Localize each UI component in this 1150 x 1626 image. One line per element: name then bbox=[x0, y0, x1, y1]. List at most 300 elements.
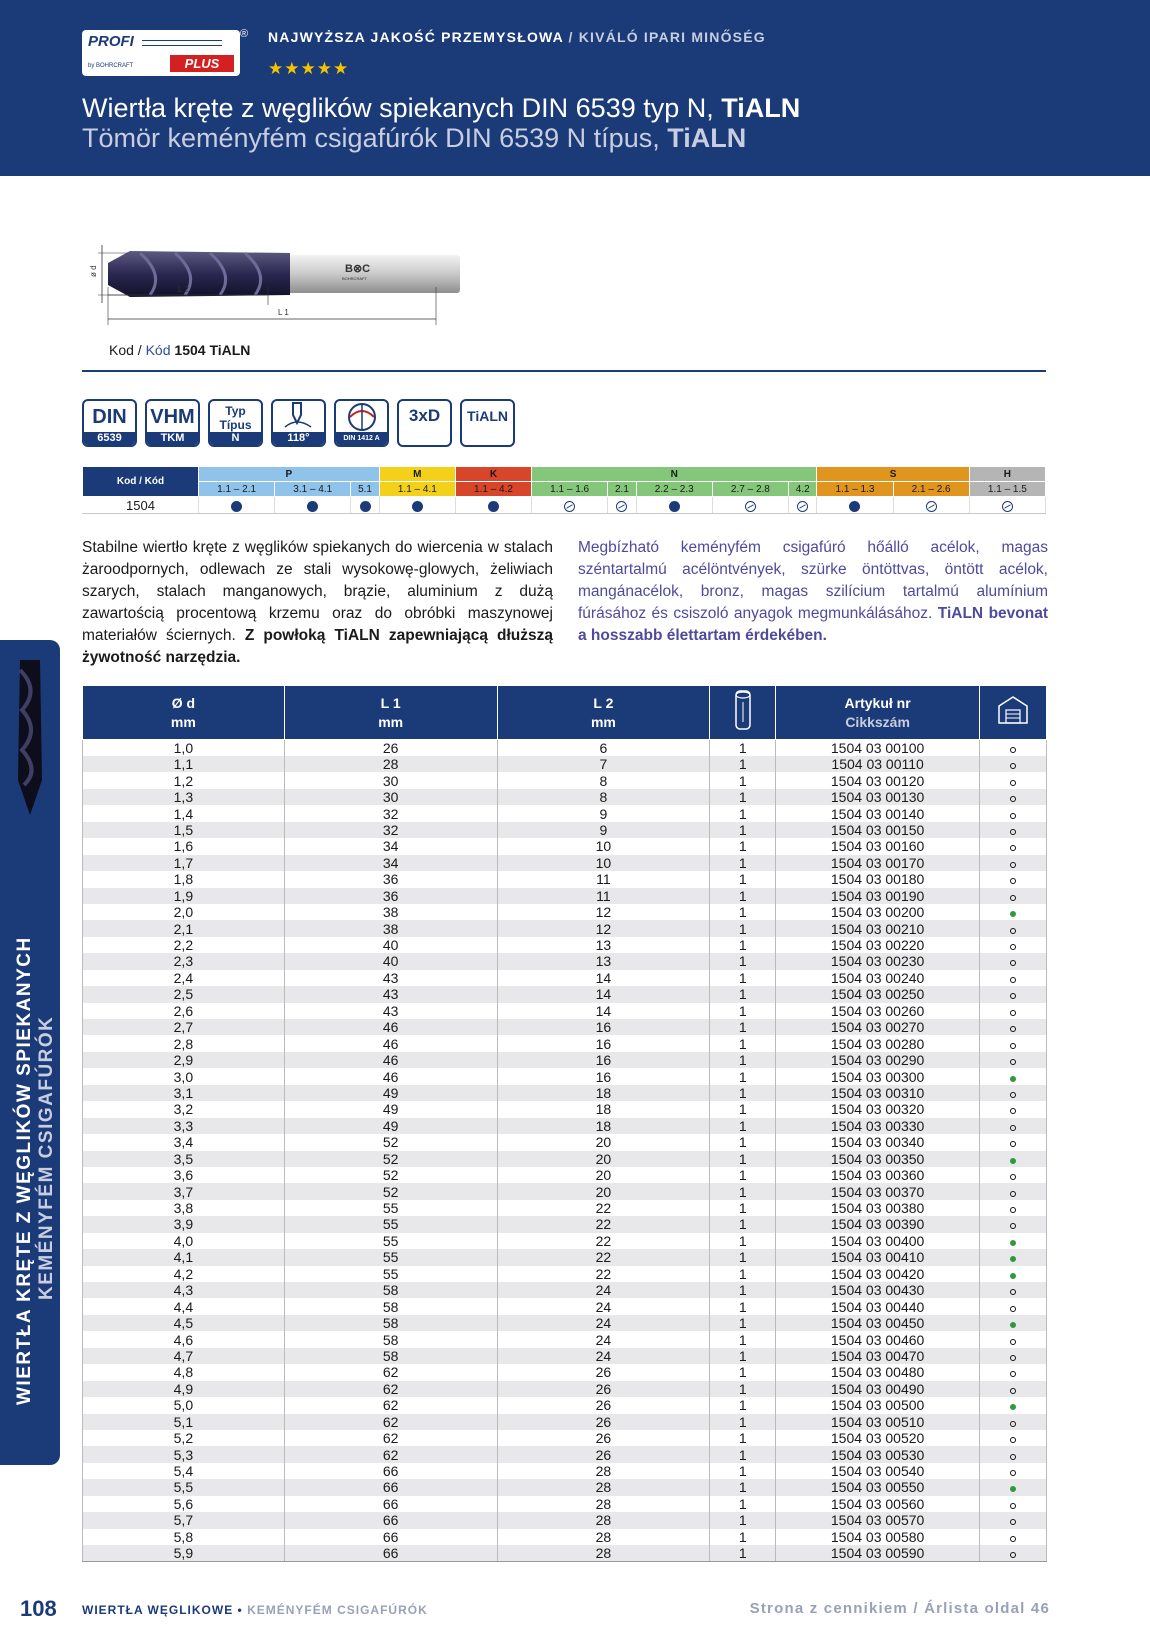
l1-cell: 62 bbox=[284, 1364, 497, 1380]
range-cell: 1.1 – 1.5 bbox=[969, 482, 1045, 497]
on-order-circle-icon bbox=[1010, 1371, 1016, 1377]
diameter-cell: 2,7 bbox=[83, 1019, 285, 1035]
diameter-cell: 4,2 bbox=[83, 1266, 285, 1282]
pack-qty-cell: 1 bbox=[710, 1479, 776, 1495]
table-row bbox=[83, 937, 1047, 953]
article-number-cell: 1504 03 00340 bbox=[776, 1134, 980, 1150]
stock-status-cell bbox=[980, 838, 1047, 854]
stock-status-cell bbox=[980, 986, 1047, 1002]
l2-cell: 22 bbox=[497, 1200, 710, 1216]
stock-status-cell bbox=[980, 904, 1047, 920]
pack-qty-cell: 1 bbox=[710, 986, 776, 1002]
diameter-cell: 5,5 bbox=[83, 1479, 285, 1495]
full-suitability-icon bbox=[669, 501, 680, 512]
suitability-cell bbox=[788, 497, 816, 514]
diameter-cell: 2,0 bbox=[83, 904, 285, 920]
table-row bbox=[83, 1512, 1047, 1528]
table-row bbox=[83, 1068, 1047, 1084]
diameter-cell: 1,2 bbox=[83, 772, 285, 788]
l2-label: L 2 bbox=[178, 285, 189, 294]
l1-cell: 46 bbox=[284, 1019, 497, 1035]
range-cell: 2.2 – 2.3 bbox=[636, 482, 712, 497]
pack-qty-cell: 1 bbox=[710, 888, 776, 904]
pack-qty-cell: 1 bbox=[710, 1414, 776, 1430]
full-suitability-icon bbox=[488, 501, 499, 512]
article-number-cell: 1504 03 00110 bbox=[776, 756, 980, 772]
pack-qty-cell: 1 bbox=[710, 1348, 776, 1364]
l2-cell: 26 bbox=[497, 1446, 710, 1462]
partial-suitability-icon bbox=[1002, 501, 1013, 512]
warehouse-icon bbox=[996, 694, 1030, 726]
table-row bbox=[83, 740, 1047, 757]
diameter-cell: 4,7 bbox=[83, 1348, 285, 1364]
l2-cell: 16 bbox=[497, 1068, 710, 1084]
pack-qty-cell: 1 bbox=[710, 1364, 776, 1380]
pack-qty-cell: 1 bbox=[710, 1282, 776, 1298]
pack-qty-cell: 1 bbox=[710, 1101, 776, 1117]
range-cell: 1.1 – 1.6 bbox=[532, 482, 608, 497]
suitability-cell bbox=[379, 497, 455, 514]
diameter-label: ø d bbox=[89, 265, 98, 277]
diameter-cell: 2,1 bbox=[83, 920, 285, 936]
l2-cell: 26 bbox=[497, 1414, 710, 1430]
l2-cell: 26 bbox=[497, 1397, 710, 1413]
table-row bbox=[83, 1019, 1047, 1035]
l2-cell: 22 bbox=[497, 1233, 710, 1249]
l1-cell: 66 bbox=[284, 1545, 497, 1562]
pack-qty-cell: 1 bbox=[710, 789, 776, 805]
stock-status-cell bbox=[980, 1019, 1047, 1035]
stock-status-cell bbox=[980, 937, 1047, 953]
table-row bbox=[83, 1003, 1047, 1019]
diameter-cell: 5,1 bbox=[83, 1414, 285, 1430]
on-order-circle-icon bbox=[1010, 796, 1016, 802]
l2-cell: 8 bbox=[497, 772, 710, 788]
pack-qty-cell: 1 bbox=[710, 904, 776, 920]
table-row bbox=[83, 1151, 1047, 1167]
page-title-hu: Tömör keményfém csigafúrók DIN 6539 N típus, TiALN bbox=[82, 123, 747, 153]
on-order-circle-icon bbox=[1010, 1536, 1016, 1542]
col-diameter: Ø d mm bbox=[83, 686, 285, 740]
drill-technical-drawing bbox=[80, 215, 500, 335]
table-row bbox=[83, 1216, 1047, 1232]
range-cell: 4.2 bbox=[788, 482, 816, 497]
range-cell: 5.1 bbox=[351, 482, 379, 497]
diameter-cell: 4,8 bbox=[83, 1364, 285, 1380]
table-row bbox=[83, 1118, 1047, 1134]
pack-qty-cell: 1 bbox=[710, 1249, 776, 1265]
article-number-cell: 1504 03 00280 bbox=[776, 1035, 980, 1051]
stock-status-cell bbox=[980, 1348, 1047, 1364]
l2-cell: 14 bbox=[497, 1003, 710, 1019]
l2-cell: 12 bbox=[497, 904, 710, 920]
on-order-circle-icon bbox=[1010, 1470, 1016, 1476]
l1-cell: 40 bbox=[284, 953, 497, 969]
suitability-cell bbox=[712, 497, 788, 514]
diameter-cell: 1,1 bbox=[83, 756, 285, 772]
article-number-cell: 1504 03 00250 bbox=[776, 986, 980, 1002]
full-suitability-icon bbox=[412, 501, 423, 512]
pack-qty-cell: 1 bbox=[710, 1167, 776, 1183]
stock-status-cell bbox=[980, 740, 1047, 757]
stock-status-cell bbox=[980, 1430, 1047, 1446]
col-pack bbox=[710, 686, 776, 740]
table-row bbox=[83, 871, 1047, 887]
stock-status-cell bbox=[980, 1315, 1047, 1331]
group-h: H bbox=[969, 467, 1045, 482]
group-s: S bbox=[817, 467, 969, 482]
diameter-cell: 5,2 bbox=[83, 1430, 285, 1446]
stock-status-cell bbox=[980, 1085, 1047, 1101]
suitability-cell bbox=[199, 497, 275, 514]
article-number-cell: 1504 03 00430 bbox=[776, 1282, 980, 1298]
diameter-cell: 3,3 bbox=[83, 1118, 285, 1134]
l1-cell: 30 bbox=[284, 789, 497, 805]
table-row bbox=[83, 1496, 1047, 1512]
in-stock-dot-icon bbox=[1010, 1158, 1016, 1164]
in-stock-dot-icon bbox=[1010, 1404, 1016, 1410]
stock-status-cell bbox=[980, 855, 1047, 871]
stock-status-cell bbox=[980, 1266, 1047, 1282]
l1-cell: 62 bbox=[284, 1430, 497, 1446]
on-order-circle-icon bbox=[1010, 1059, 1016, 1065]
table-row bbox=[83, 1414, 1047, 1430]
l1-cell: 32 bbox=[284, 822, 497, 838]
l1-cell: 55 bbox=[284, 1266, 497, 1282]
stock-status-cell bbox=[980, 1151, 1047, 1167]
partial-suitability-icon bbox=[745, 501, 756, 512]
stock-status-cell bbox=[980, 1414, 1047, 1430]
l2-cell: 10 bbox=[497, 838, 710, 854]
diameter-cell: 4,0 bbox=[83, 1233, 285, 1249]
pack-qty-cell: 1 bbox=[710, 1003, 776, 1019]
l1-cell: 58 bbox=[284, 1348, 497, 1364]
din1412-badge: DIN 1412 A bbox=[334, 399, 389, 447]
pack-qty-cell: 1 bbox=[710, 855, 776, 871]
stock-status-cell bbox=[980, 789, 1047, 805]
diameter-cell: 1,5 bbox=[83, 822, 285, 838]
on-order-circle-icon bbox=[1010, 813, 1016, 819]
pack-qty-cell: 1 bbox=[710, 1315, 776, 1331]
article-number-cell: 1504 03 00260 bbox=[776, 1003, 980, 1019]
article-number-cell: 1504 03 00130 bbox=[776, 789, 980, 805]
l1-cell: 36 bbox=[284, 871, 497, 887]
l2-cell: 28 bbox=[497, 1529, 710, 1545]
article-number-cell: 1504 03 00150 bbox=[776, 822, 980, 838]
pack-qty-cell: 1 bbox=[710, 1512, 776, 1528]
pack-qty-cell: 1 bbox=[710, 953, 776, 969]
row-code: 1504 bbox=[83, 497, 199, 514]
tialn-coating-badge: TiALN bbox=[460, 399, 515, 447]
col-l1: L 1 mm bbox=[284, 686, 497, 740]
on-order-circle-icon bbox=[1010, 1454, 1016, 1460]
l2-cell: 20 bbox=[497, 1134, 710, 1150]
l2-cell: 18 bbox=[497, 1085, 710, 1101]
l2-cell: 6 bbox=[497, 740, 710, 757]
drill-cross-section-icon bbox=[336, 401, 387, 434]
stock-status-cell bbox=[980, 1397, 1047, 1413]
l2-cell: 7 bbox=[497, 756, 710, 772]
stock-status-cell bbox=[980, 1118, 1047, 1134]
diameter-cell: 1,0 bbox=[83, 740, 285, 757]
range-cell: 1.1 – 2.1 bbox=[199, 482, 275, 497]
table-row bbox=[83, 986, 1047, 1002]
full-suitability-icon bbox=[231, 501, 242, 512]
l1-cell: 49 bbox=[284, 1101, 497, 1117]
stock-status-cell bbox=[980, 1003, 1047, 1019]
l1-cell: 46 bbox=[284, 1052, 497, 1068]
material-suitability-table bbox=[82, 466, 1046, 514]
pack-qty-cell: 1 bbox=[710, 1496, 776, 1512]
pack-qty-cell: 1 bbox=[710, 1446, 776, 1462]
stock-status-cell bbox=[980, 805, 1047, 821]
l2-cell: 24 bbox=[497, 1298, 710, 1314]
l2-cell: 22 bbox=[497, 1266, 710, 1282]
range-cell: 2.7 – 2.8 bbox=[712, 482, 788, 497]
article-number-cell: 1504 03 00140 bbox=[776, 805, 980, 821]
rating-stars: ★★★★★ bbox=[268, 59, 350, 78]
pack-qty-cell: 1 bbox=[710, 756, 776, 772]
range-cell: 1.1 – 4.1 bbox=[379, 482, 455, 497]
range-cell: 1.1 – 1.3 bbox=[817, 482, 893, 497]
l2-cell: 14 bbox=[497, 986, 710, 1002]
l2-cell: 24 bbox=[497, 1348, 710, 1364]
in-stock-dot-icon bbox=[1010, 1076, 1016, 1082]
article-number-cell: 1504 03 00470 bbox=[776, 1348, 980, 1364]
stock-status-cell bbox=[980, 1545, 1047, 1562]
pack-qty-cell: 1 bbox=[710, 1085, 776, 1101]
range-cell: 1.1 – 4.2 bbox=[455, 482, 531, 497]
on-order-circle-icon bbox=[1010, 960, 1016, 966]
full-suitability-icon bbox=[849, 501, 860, 512]
stock-status-cell bbox=[980, 920, 1047, 936]
pack-qty-cell: 1 bbox=[710, 970, 776, 986]
stock-status-cell bbox=[980, 1134, 1047, 1150]
on-order-circle-icon bbox=[1010, 895, 1016, 901]
in-stock-dot-icon bbox=[1010, 911, 1016, 917]
table-row bbox=[83, 1545, 1047, 1562]
l1-cell: 58 bbox=[284, 1331, 497, 1347]
quality-tagline bbox=[268, 29, 766, 45]
stock-status-cell bbox=[980, 871, 1047, 887]
l1-cell: 58 bbox=[284, 1282, 497, 1298]
pack-qty-cell: 1 bbox=[710, 1134, 776, 1150]
range-cell: 2.1 – 2.6 bbox=[893, 482, 969, 497]
l1-cell: 43 bbox=[284, 970, 497, 986]
suitability-cell bbox=[455, 497, 531, 514]
pack-qty-cell: 1 bbox=[710, 822, 776, 838]
stock-status-cell bbox=[980, 1233, 1047, 1249]
group-m: M bbox=[379, 467, 455, 482]
l1-cell: 40 bbox=[284, 937, 497, 953]
table-row bbox=[83, 1167, 1047, 1183]
stock-status-cell bbox=[980, 1463, 1047, 1479]
table-row bbox=[83, 1134, 1047, 1150]
article-number-cell: 1504 03 00160 bbox=[776, 838, 980, 854]
diameter-cell: 3,7 bbox=[83, 1183, 285, 1199]
kod-header: Kod / Kód bbox=[83, 467, 199, 497]
on-order-circle-icon bbox=[1010, 1306, 1016, 1312]
table-row bbox=[83, 1233, 1047, 1249]
stock-status-cell bbox=[980, 1512, 1047, 1528]
description-pl: Stabilne wiertło kręte z węglików spiekanych do wiercenia w stalach żaroodpornych, odlewach ze stali wysokowę-glowych, żeliwiach szarych, stalach manganowych, brązie, aluminium z dużą zawartością procentową krzemu oraz do obróbki maszynowej materiałów ściernych. Z powłoką TiALN zapewniającą dłuższą żywotność narzędzia. bbox=[82, 539, 553, 666]
diameter-cell: 3,9 bbox=[83, 1216, 285, 1232]
on-order-circle-icon bbox=[1010, 1339, 1016, 1345]
on-order-circle-icon bbox=[1010, 1125, 1016, 1131]
tagline-separator: / bbox=[563, 29, 579, 45]
stock-status-cell bbox=[980, 1381, 1047, 1397]
pack-qty-cell: 1 bbox=[710, 871, 776, 887]
table-row bbox=[83, 1315, 1047, 1331]
article-number-cell: 1504 03 00510 bbox=[776, 1414, 980, 1430]
on-order-circle-icon bbox=[1010, 1421, 1016, 1427]
in-stock-dot-icon bbox=[1010, 1322, 1016, 1328]
diameter-cell: 4,3 bbox=[83, 1282, 285, 1298]
l1-cell: 58 bbox=[284, 1298, 497, 1314]
stock-status-cell bbox=[980, 1364, 1047, 1380]
pack-qty-cell: 1 bbox=[710, 1183, 776, 1199]
col-l2: L 2 mm bbox=[497, 686, 710, 740]
on-order-circle-icon bbox=[1010, 1437, 1016, 1443]
table-row bbox=[83, 1348, 1047, 1364]
page-title-pl: Wiertła kręte z węglików spiekanych DIN 6539 typ N, TiALN bbox=[82, 93, 801, 123]
article-number-cell: 1504 03 00300 bbox=[776, 1068, 980, 1084]
stock-status-cell bbox=[980, 1052, 1047, 1068]
table-row bbox=[83, 822, 1047, 838]
l1-cell: 62 bbox=[284, 1381, 497, 1397]
diameter-cell: 5,8 bbox=[83, 1529, 285, 1545]
table-row bbox=[83, 838, 1047, 854]
drill-flute bbox=[108, 251, 290, 297]
l1-label: L 1 bbox=[278, 308, 289, 317]
article-number-cell: 1504 03 00580 bbox=[776, 1529, 980, 1545]
stock-status-cell bbox=[980, 1068, 1047, 1084]
on-order-circle-icon bbox=[1010, 1043, 1016, 1049]
l1-cell: 30 bbox=[284, 772, 497, 788]
stock-status-cell bbox=[980, 1101, 1047, 1117]
on-order-circle-icon bbox=[1010, 1207, 1016, 1213]
article-number-cell: 1504 03 00400 bbox=[776, 1233, 980, 1249]
l2-cell: 28 bbox=[497, 1463, 710, 1479]
l2-cell: 28 bbox=[497, 1545, 710, 1562]
profi-plus-logo bbox=[82, 30, 240, 76]
table-row bbox=[83, 1463, 1047, 1479]
diameter-cell: 2,3 bbox=[83, 953, 285, 969]
l2-cell: 20 bbox=[497, 1183, 710, 1199]
stock-status-cell bbox=[980, 1200, 1047, 1216]
l1-cell: 55 bbox=[284, 1249, 497, 1265]
l1-cell: 62 bbox=[284, 1397, 497, 1413]
stock-status-cell bbox=[980, 1249, 1047, 1265]
on-order-circle-icon bbox=[1010, 993, 1016, 999]
logo-by-text: by BOHRCRAFT bbox=[88, 63, 134, 69]
diameter-cell: 2,4 bbox=[83, 970, 285, 986]
article-number-cell: 1504 03 00590 bbox=[776, 1545, 980, 1562]
page-footer bbox=[20, 1596, 1050, 1621]
pack-qty-cell: 1 bbox=[710, 1035, 776, 1051]
article-number-cell: 1504 03 00320 bbox=[776, 1101, 980, 1117]
article-number-cell: 1504 03 00210 bbox=[776, 920, 980, 936]
point-angle-badge: 118° bbox=[271, 399, 326, 447]
l1-cell: 66 bbox=[284, 1529, 497, 1545]
table-row bbox=[83, 1183, 1047, 1199]
article-number-cell: 1504 03 00230 bbox=[776, 953, 980, 969]
diameter-cell: 3,2 bbox=[83, 1101, 285, 1117]
diameter-cell: 4,6 bbox=[83, 1331, 285, 1347]
l1-cell: 58 bbox=[284, 1315, 497, 1331]
suitability-cell bbox=[532, 497, 608, 514]
registered-mark: ® bbox=[240, 28, 249, 40]
l2-cell: 16 bbox=[497, 1035, 710, 1051]
l1-cell: 32 bbox=[284, 805, 497, 821]
stock-status-cell bbox=[980, 1496, 1047, 1512]
table-row bbox=[83, 1397, 1047, 1413]
diameter-cell: 2,8 bbox=[83, 1035, 285, 1051]
pack-qty-cell: 1 bbox=[710, 920, 776, 936]
stock-status-cell bbox=[980, 1167, 1047, 1183]
table-row bbox=[83, 953, 1047, 969]
l2-cell: 26 bbox=[497, 1381, 710, 1397]
pack-qty-cell: 1 bbox=[710, 838, 776, 854]
l2-cell: 26 bbox=[497, 1430, 710, 1446]
diameter-cell: 1,7 bbox=[83, 855, 285, 871]
l2-cell: 18 bbox=[497, 1118, 710, 1134]
pack-qty-cell: 1 bbox=[710, 1019, 776, 1035]
article-number-cell: 1504 03 00330 bbox=[776, 1118, 980, 1134]
pack-qty-cell: 1 bbox=[710, 1052, 776, 1068]
l2-cell: 24 bbox=[497, 1331, 710, 1347]
pack-qty-cell: 1 bbox=[710, 1118, 776, 1134]
in-stock-dot-icon bbox=[1010, 1256, 1016, 1262]
col-article: Artykuł nr Cikkszám bbox=[776, 686, 980, 740]
table-row bbox=[83, 1101, 1047, 1117]
l1-cell: 49 bbox=[284, 1085, 497, 1101]
on-order-circle-icon bbox=[1010, 1010, 1016, 1016]
side-label-pl: WIERTŁA KRĘTE Z WĘGLIKÓW SPIEKANYCH bbox=[14, 936, 35, 1405]
l2-cell: 14 bbox=[497, 970, 710, 986]
l2-cell: 18 bbox=[497, 1101, 710, 1117]
article-number-cell: 1504 03 00170 bbox=[776, 855, 980, 871]
l1-cell: 52 bbox=[284, 1183, 497, 1199]
l2-cell: 9 bbox=[497, 805, 710, 821]
l2-cell: 13 bbox=[497, 953, 710, 969]
diameter-cell: 5,0 bbox=[83, 1397, 285, 1413]
partial-suitability-icon bbox=[616, 501, 627, 512]
l1-cell: 49 bbox=[284, 1118, 497, 1134]
article-number-cell: 1504 03 00350 bbox=[776, 1151, 980, 1167]
pack-qty-cell: 1 bbox=[710, 1266, 776, 1282]
l2-cell: 9 bbox=[497, 822, 710, 838]
table-row bbox=[83, 1266, 1047, 1282]
table-row bbox=[83, 756, 1047, 772]
l2-cell: 12 bbox=[497, 920, 710, 936]
diameter-cell: 3,6 bbox=[83, 1167, 285, 1183]
in-stock-dot-icon bbox=[1010, 1486, 1016, 1492]
stock-status-cell bbox=[980, 888, 1047, 904]
article-number-cell: 1504 03 00480 bbox=[776, 1364, 980, 1380]
group-k: K bbox=[455, 467, 531, 482]
stock-status-cell bbox=[980, 1216, 1047, 1232]
article-number-cell: 1504 03 00500 bbox=[776, 1397, 980, 1413]
suitability-cell bbox=[608, 497, 636, 514]
l1-cell: 55 bbox=[284, 1233, 497, 1249]
full-suitability-icon bbox=[360, 501, 371, 512]
diameter-cell: 5,3 bbox=[83, 1446, 285, 1462]
table-row bbox=[83, 789, 1047, 805]
diameter-cell: 2,6 bbox=[83, 1003, 285, 1019]
table-row bbox=[83, 1298, 1047, 1314]
l1-cell: 66 bbox=[284, 1479, 497, 1495]
